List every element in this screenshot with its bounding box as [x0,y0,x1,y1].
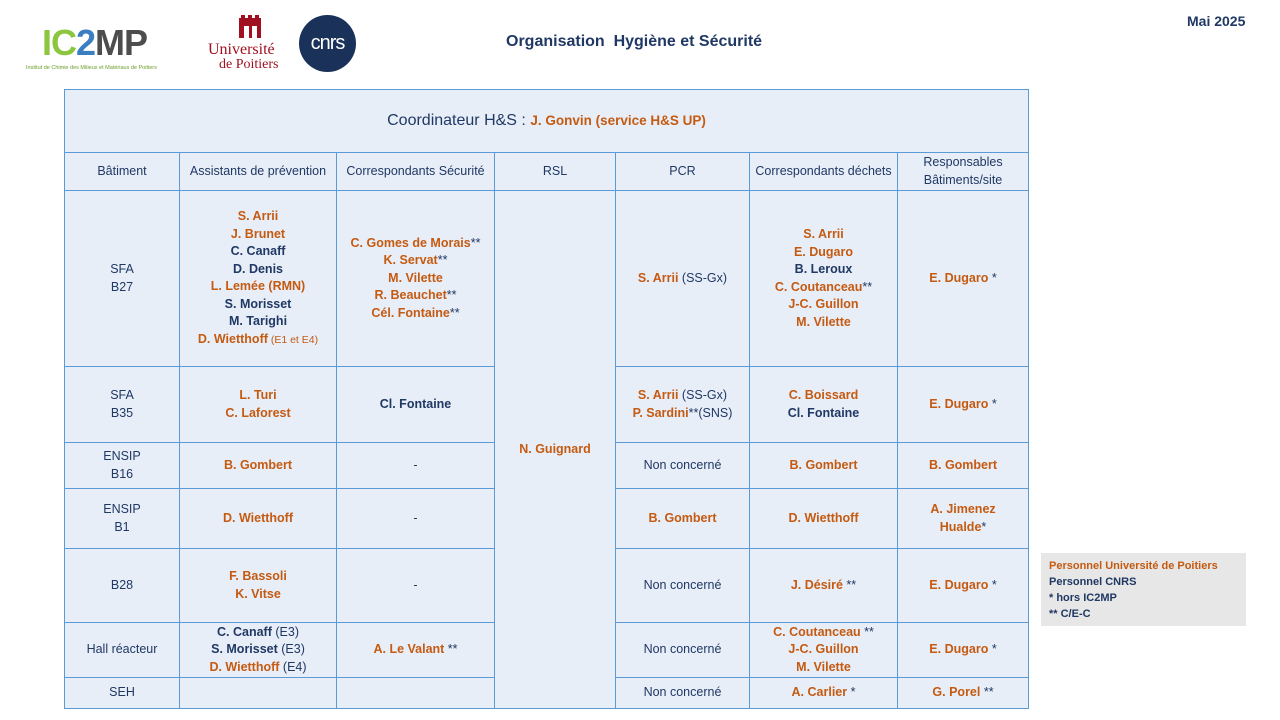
assistants-cell-person: C. Laforest [225,405,291,420]
securite-cell-person: R. Beauchet** [374,288,457,303]
staff-note-marker: ** [980,685,994,700]
assistants-cell-person: M. Tarighi [228,314,288,328]
responsables-cell-person: G. Porel ** [932,685,994,700]
page-title: Organisation Hygiène et Sécurité [506,33,763,50]
assistants-cell [180,623,337,678]
responsables-cell-person: A. Jimenez [930,502,996,516]
batiment-name: B27 [110,279,134,294]
legend-star1: * hors IC2MP [1049,592,1117,604]
assistants-cell-person: C. Canaff [230,244,286,258]
batiment-name: ENSIP [103,449,141,463]
staff-note-marker: * [988,396,997,411]
batiment-cell [65,623,180,678]
staff-note-marker: ** [862,279,873,294]
dechets-cell-person: J-C. Guillon [788,297,859,311]
securite-cell [337,367,495,443]
staff-note-marker: * [988,642,997,657]
pcr-cell-person: B. Gombert [648,510,717,525]
col-header-securite: Correspondants Sécurité [337,153,495,191]
cnrs-logo: cnrs [299,15,356,72]
col-header-assistants: Assistants de prévention [180,153,337,191]
universite-poitiers-logo [203,14,293,74]
role-detail: (SS-Gx) [678,388,728,402]
staff-note-marker: * [988,270,997,285]
securite-cell-person: Cél. Fontaine** [371,305,460,320]
dechets-cell-person: S. Arrii [803,227,844,241]
assistants-cell-person: D. Denis [232,261,283,276]
responsables-cell [898,367,1029,443]
batiment-name: B35 [110,405,134,420]
staff-note-marker: * [847,685,856,700]
securite-cell [337,549,495,623]
dechets-cell-person: J. Désiré ** [790,577,857,592]
ic2mp-logo-word: IC2MP [42,22,148,63]
responsables-cell [898,191,1029,367]
dechets-cell [750,489,898,549]
batiment-name: B16 [110,466,134,481]
pcr-cell [616,443,750,489]
responsables-cell-person: E. Dugaro * [929,577,997,592]
responsables-cell [898,623,1029,678]
dechets-cell-person: M. Vilette [796,314,851,329]
assistants-cell [180,191,337,367]
dechets-cell [750,678,898,709]
batiment-cell [65,678,180,709]
col-header-batiment: Bâtiment [65,153,180,191]
rsl-cell [495,191,616,709]
securite-cell-person: M. Vilette [388,270,443,285]
ic2mp-logo [26,18,186,74]
role-detail: (E1 et E4) [267,333,319,346]
pcr-cell-person: P. Sardini**(SNS) [632,405,733,420]
assistants-cell [180,549,337,623]
assistants-cell-person: D. Wietthoff (E1 et E4) [197,331,319,346]
role-detail: (E4) [279,659,307,674]
dechets-cell [750,191,898,367]
assistants-cell-person: D. Wietthoff [222,510,293,525]
col-header-pcr: PCR [616,153,750,191]
securite-cell-person: A. Le Valant ** [373,642,458,657]
securite-cell [337,191,495,367]
responsables-cell-person: E. Dugaro * [929,270,997,285]
assistants-cell-person: L. Turi [239,388,277,402]
staff-note-marker: ** [449,305,460,320]
color-legend [1041,553,1246,626]
responsables-cell [898,549,1029,623]
batiment-name: SFA [110,262,134,276]
assistants-cell [180,443,337,489]
staff-note-marker: ** [842,577,857,592]
responsables-cell-person: E. Dugaro * [929,642,997,657]
batiment-cell [65,549,180,623]
pcr-cell-text: Non concerné [643,457,722,472]
assistants-cell-person: B. Gombert [223,457,293,472]
staff-note-marker: * [981,519,987,534]
dechets-cell-person: C. Coutanceau** [774,279,873,294]
document-date: Mai 2025 [1187,13,1246,29]
assistants-cell [180,489,337,549]
university-name-line1: Université [208,41,275,58]
dechets-cell [750,623,898,678]
dechets-cell-person: B. Leroux [794,262,853,276]
batiment-name: SEH [109,685,135,700]
responsables-cell [898,489,1029,549]
dechets-cell-person: A. Carlier * [791,685,856,700]
column-header-row [65,153,1029,191]
ic2mp-logo-subtitle: Institut de Chimie des Milieux et Matériaux de Poitiers [26,65,157,71]
securite-cell-person: Cl. Fontaine [379,396,452,411]
securite-cell-person: C. Gomes de Morais** [350,235,481,250]
securite-cell-person: K. Servat** [383,253,448,268]
coordinator-label: Coordinateur H&S : [387,112,531,130]
assistants-cell-person: C. Canaff (E3) [217,624,299,639]
assistants-cell-person: J. Brunet [230,226,286,241]
hygiene-securite-table [64,89,1029,709]
pcr-cell-text: Non concerné [643,685,722,700]
responsables-cell-person: B. Gombert [928,457,998,472]
pcr-cell [616,678,750,709]
batiment-cell [65,191,180,367]
pcr-cell [616,367,750,443]
dechets-cell-person: B. Gombert [789,457,858,472]
col-header-responsables: Responsables Bâtiments/site [898,153,1029,191]
role-detail: (SS-Gx) [678,270,728,285]
coordinator-value: J. Gonvin (service H&S UP) [530,113,706,129]
dechets-cell [750,367,898,443]
role-detail: (SNS) [698,405,733,420]
securite-cell-text: - [413,510,418,525]
securite-cell [337,678,495,709]
batiment-name: SFA [110,388,134,402]
dechets-cell-person: E. Dugaro [793,244,854,259]
pcr-cell-text: Non concerné [643,577,722,592]
responsables-cell [898,678,1029,709]
dechets-cell-person: D. Wietthoff [788,510,859,525]
staff-note-marker: ** [444,642,458,657]
batiment-cell [65,367,180,443]
batiment-name: Hall réacteur [86,642,158,657]
pcr-cell-text: Non concerné [643,642,722,657]
pcr-cell-person: S. Arrii (SS-Gx) [637,270,728,285]
legend-star2: ** C/E-C [1049,608,1091,620]
dechets-cell [750,549,898,623]
batiment-cell [65,489,180,549]
rsl-person: N. Guignard [519,441,591,456]
staff-note-marker: ** [860,624,874,639]
securite-cell [337,443,495,489]
dechets-cell-person: Cl. Fontaine [787,405,860,420]
staff-note-marker: ** [470,235,481,250]
assistants-cell-person: S. Arrii [237,209,279,223]
pcr-cell [616,489,750,549]
batiment-name: B1 [114,519,130,534]
securite-cell-text: - [413,577,418,592]
batiment-name: ENSIP [103,502,141,516]
col-header-dechets: Correspondants déchets [750,153,898,191]
dechets-cell [750,443,898,489]
securite-cell [337,489,495,549]
batiment-cell [65,443,180,489]
pcr-cell [616,623,750,678]
role-detail: (E3) [271,624,299,639]
dechets-cell-person: C. Boissard [788,388,859,402]
role-detail: (E3) [277,642,305,657]
staff-note-marker: * [988,577,997,592]
coordinator-cell [65,90,1029,153]
batiment-name: B28 [110,577,134,592]
dechets-cell-person: J-C. Guillon [788,642,859,657]
responsables-cell-person: E. Dugaro * [929,396,997,411]
col-header-rsl: RSL [495,153,616,191]
staff-note-marker: ** [446,288,457,303]
assistants-cell-person: K. Vitse [235,586,281,601]
staff-note-marker: ** [437,253,448,268]
assistants-cell [180,367,337,443]
university-name-line2: de Poitiers [219,57,279,72]
legend-up: Personnel Université de Poitiers [1049,560,1218,572]
dechets-cell-person: C. Coutanceau ** [773,624,874,639]
staff-note-marker: ** [688,405,699,420]
pcr-cell [616,191,750,367]
securite-cell [337,623,495,678]
dechets-cell-person: M. Vilette [796,659,851,674]
pcr-cell-person: S. Arrii (SS-Gx) [637,388,728,402]
assistants-cell-person: F. Bassoli [229,569,287,583]
assistants-cell-person: S. Morisset (E3) [211,642,305,657]
assistants-cell-person: S. Morisset [224,296,292,311]
assistants-cell-person: L. Lemée (RMN) [210,279,306,293]
responsables-cell-person: Hualde* [939,519,987,534]
assistants-cell [180,678,337,709]
securite-cell-text: - [413,457,418,472]
legend-cnrs: Personnel CNRS [1049,576,1137,588]
pcr-cell [616,549,750,623]
table-row [65,191,1029,367]
assistants-cell-person: D. Wietthoff (E4) [209,659,307,674]
responsables-cell [898,443,1029,489]
